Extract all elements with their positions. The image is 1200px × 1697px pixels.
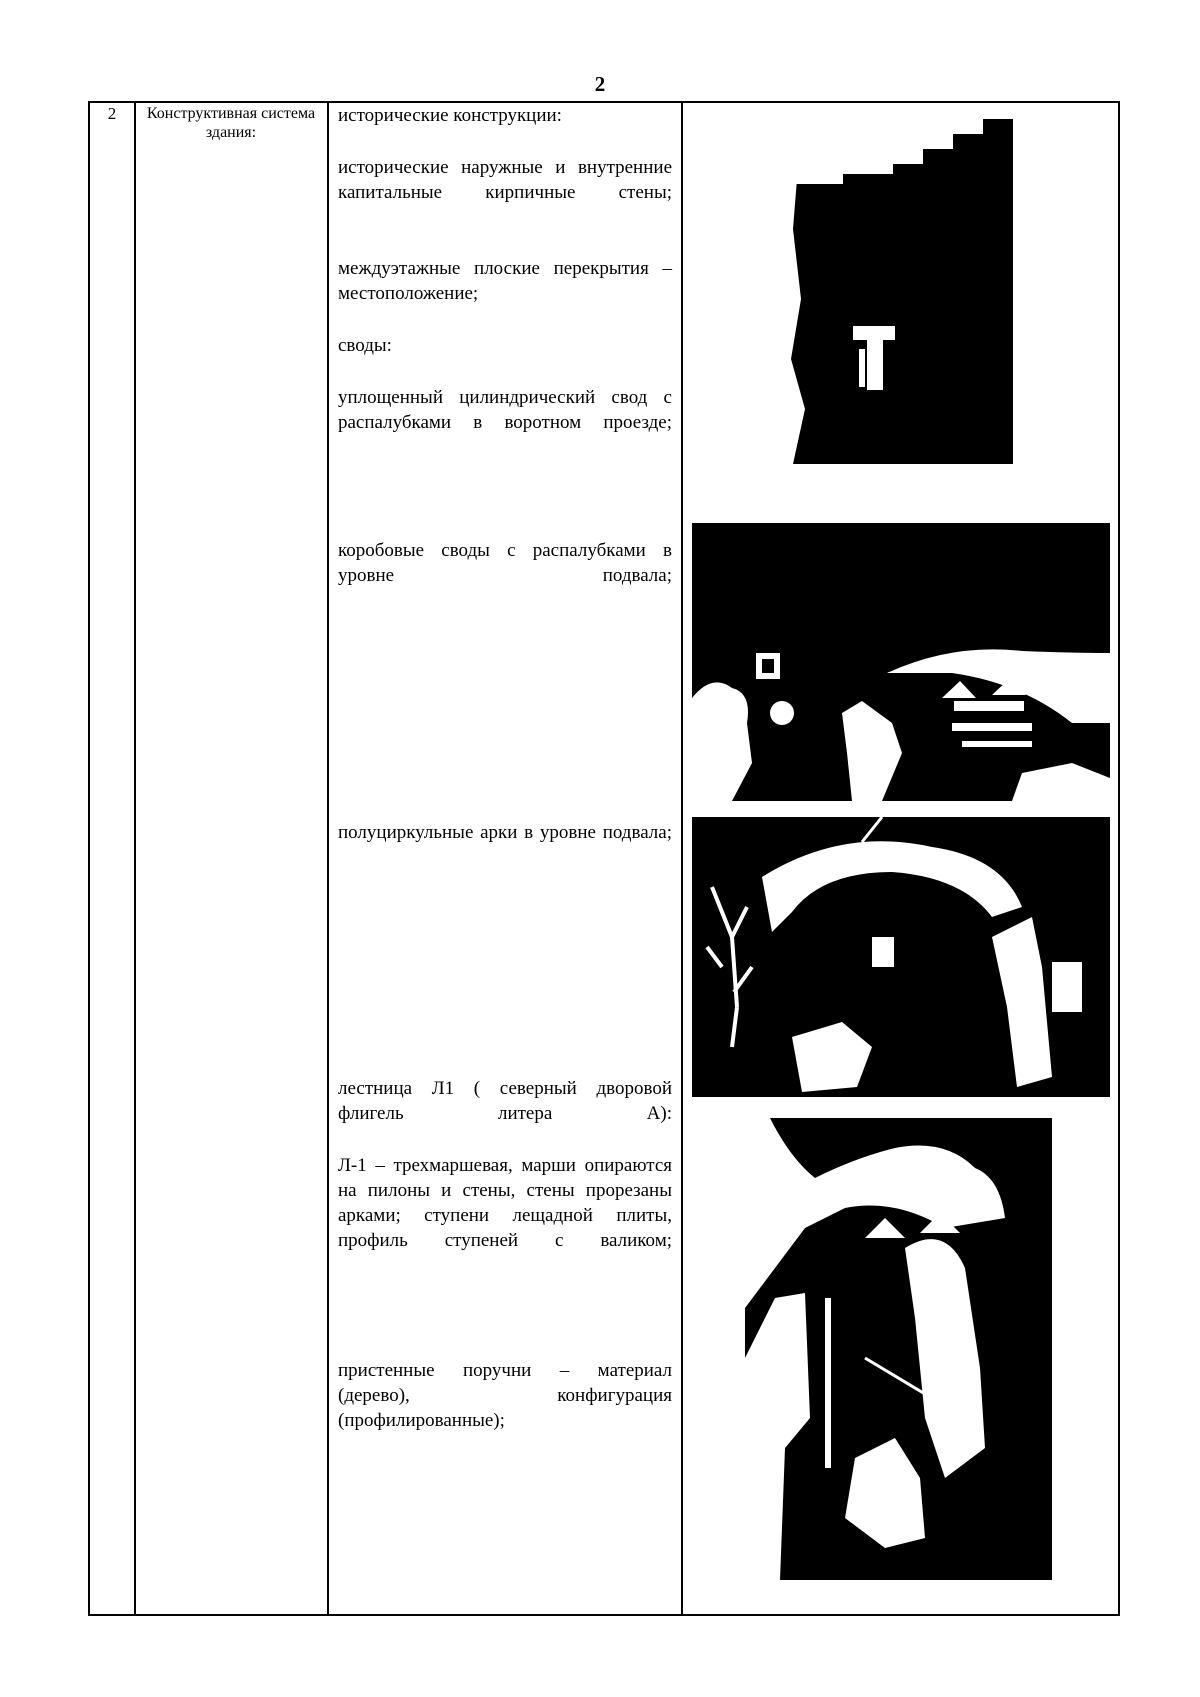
paragraph-arches: полуциркульные арки в уровне подвала; — [338, 822, 672, 843]
photo-staircase — [745, 1118, 1052, 1580]
photo-box-vaults — [692, 523, 1110, 801]
table-right-border — [1118, 101, 1120, 1616]
column-divider-text — [681, 101, 683, 1616]
row-number: 2 — [107, 104, 117, 123]
paragraph-box-vaults: коробовые своды с распалубками в уровне подвала; — [338, 540, 672, 586]
paragraph-historic-structures: исторические конструкции: — [338, 105, 562, 126]
page-number: 2 — [594, 72, 606, 96]
column-divider-label — [327, 101, 329, 1616]
row-label: Конструктивная система здания: — [146, 105, 316, 141]
paragraph-brick-walls: исторические наружные и внутренние капитальные кирпичные стены; — [338, 157, 672, 203]
paragraph-handrails: пристенные поручни – материал (дерево), конфигурация (профилированные); — [338, 1360, 672, 1431]
column-divider-number — [134, 101, 136, 1616]
paragraph-staircase: лестница Л1 ( северный дворовой флигель литера А): — [338, 1078, 672, 1124]
paragraph-floor-slabs: междуэтажные плоские перекрытия – местоположение; — [338, 258, 672, 304]
paragraph-gate-vault: уплощенный цилиндрический свод с распалубками в воротном проезде; — [338, 387, 672, 433]
photo-gate-vault — [783, 119, 1013, 464]
paragraph-staircase-description: Л-1 – трехмаршевая, марши опираются на пилоны и стены, стены прорезаны арками; ступени лещадной плиты, профиль ступеней с валиком; — [338, 1155, 672, 1251]
table-left-border — [88, 101, 90, 1616]
paragraph-vaults: своды: — [338, 335, 392, 356]
photo-arches — [692, 817, 1110, 1097]
table-bottom-border — [88, 1614, 1120, 1616]
